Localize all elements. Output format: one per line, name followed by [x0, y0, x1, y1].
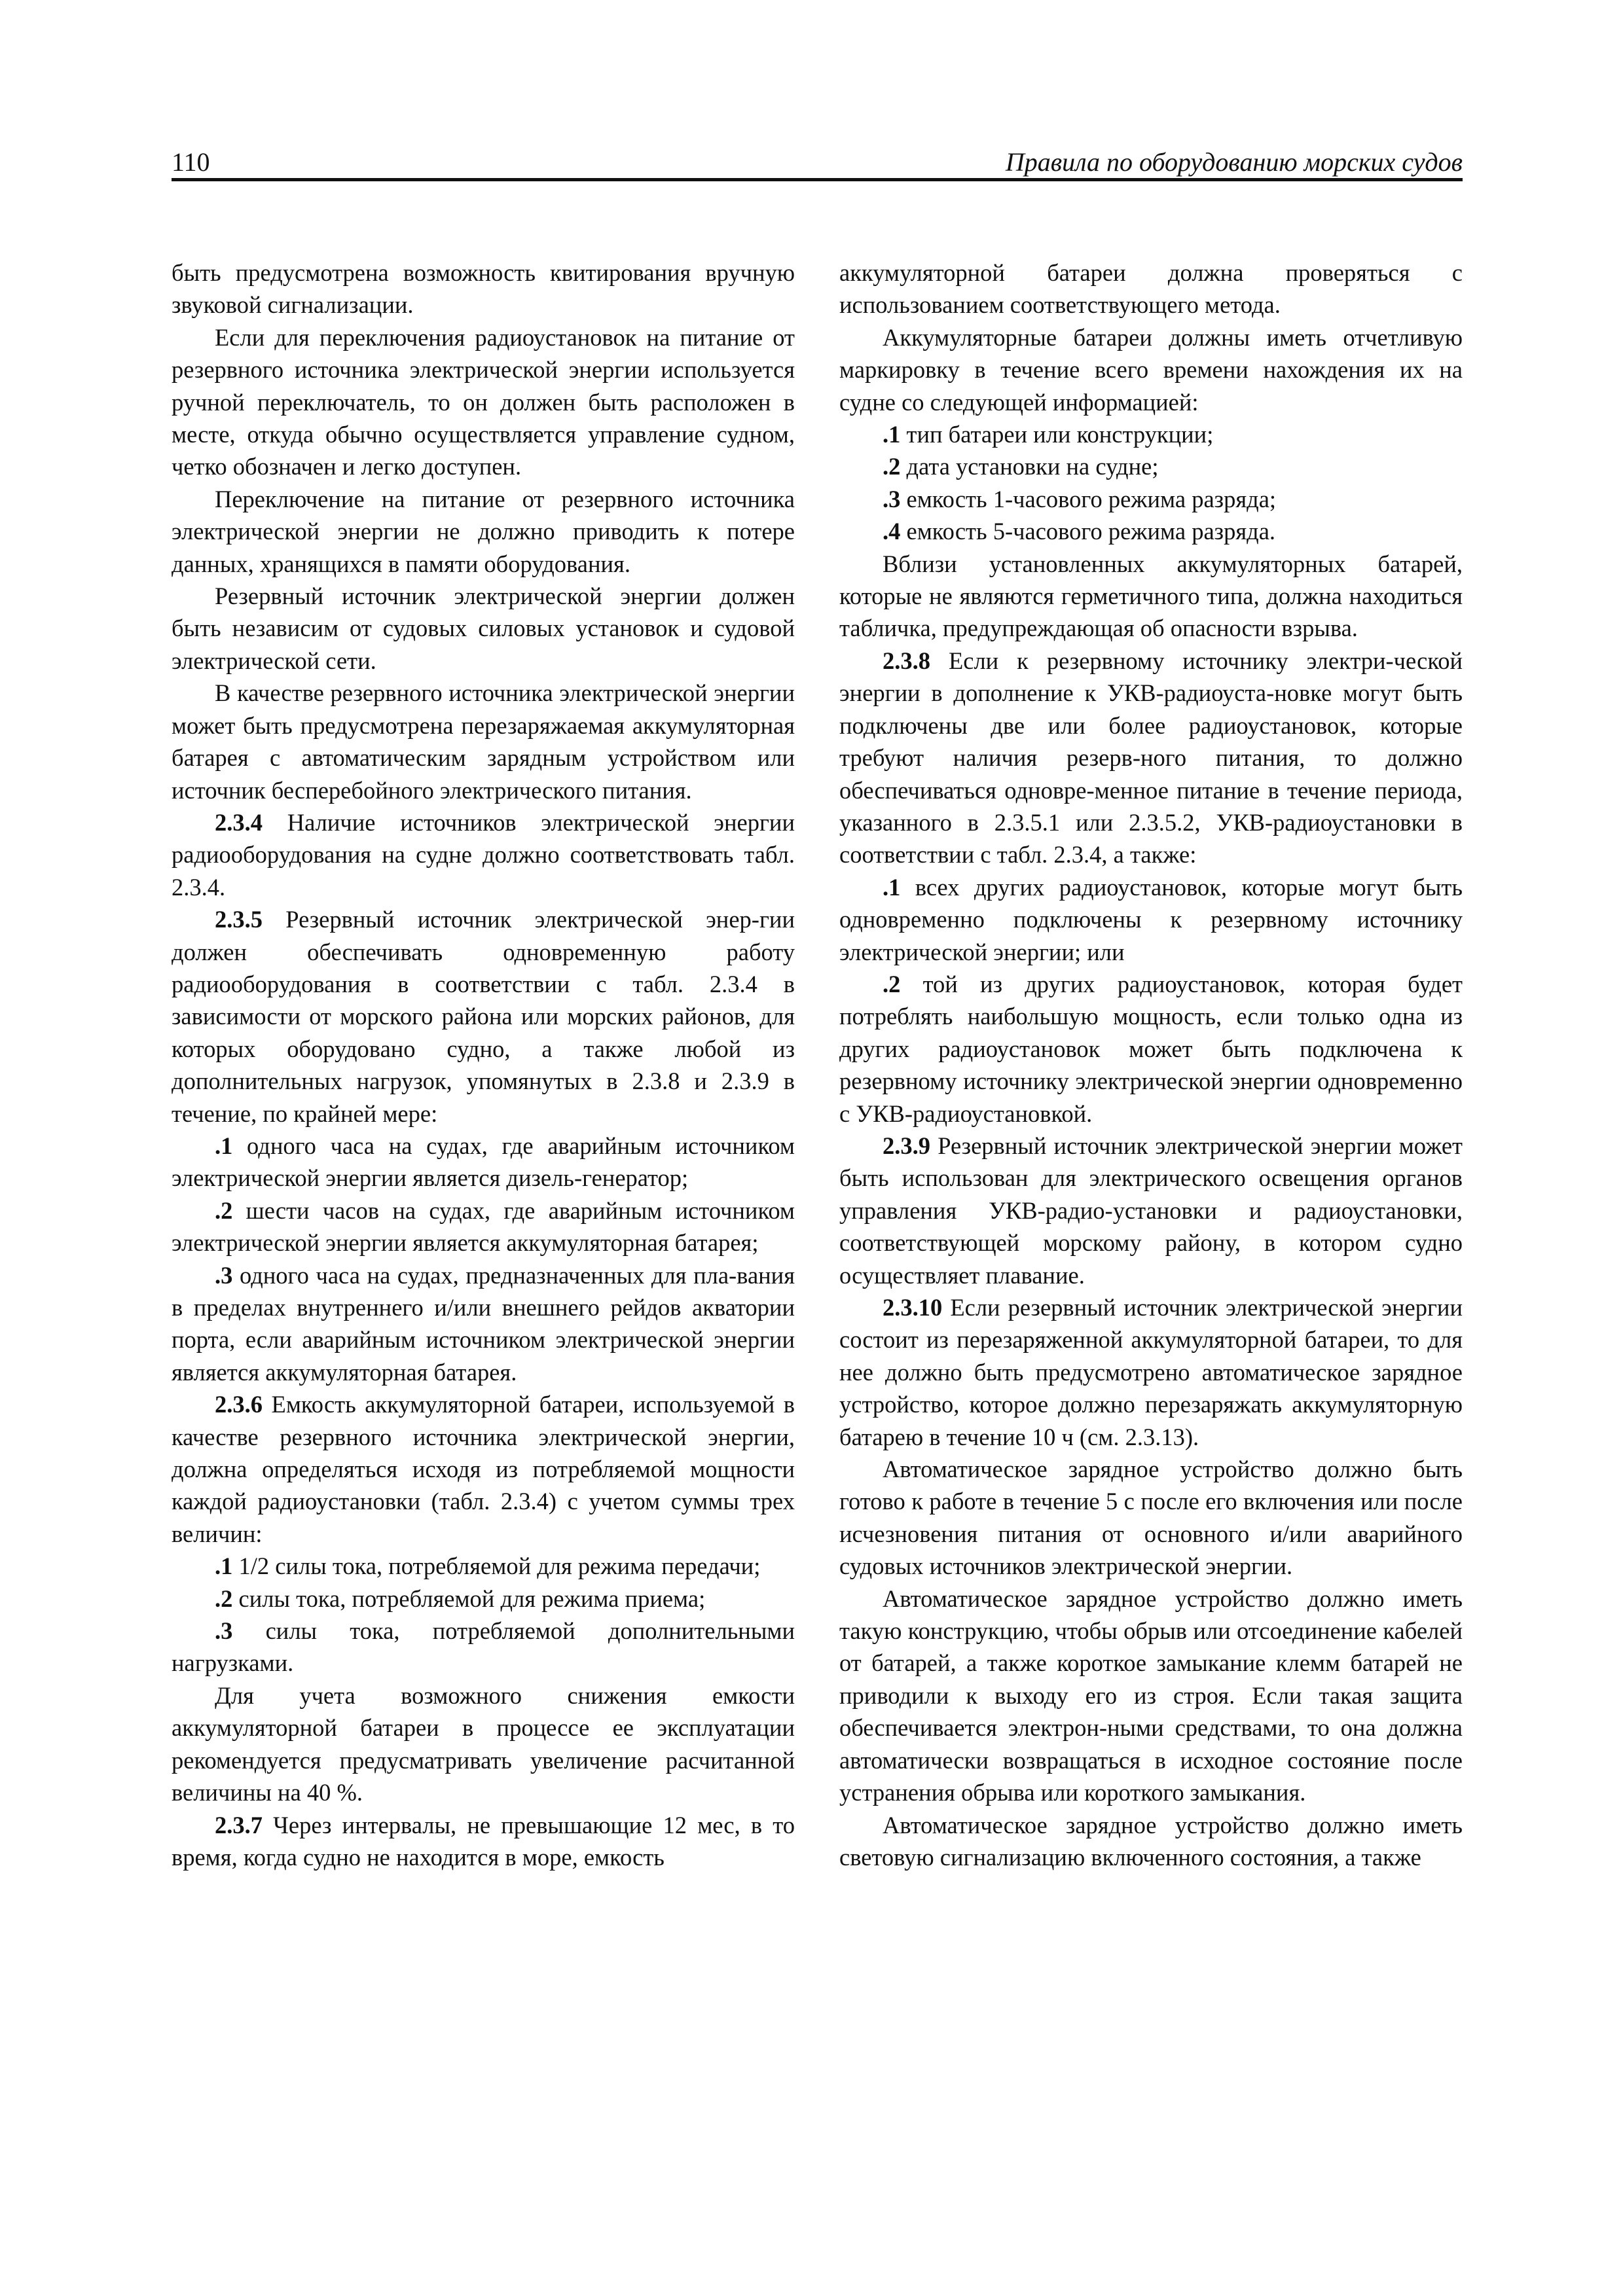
clause-number: .3	[215, 1261, 233, 1289]
paragraph-text: Автоматическое зарядное устройство должно быть готово к работе в течение 5 с после его включения или после исчезновения питания от основного и/или аварийного судовых источников электрической энергии.	[839, 1456, 1463, 1580]
paragraph-text: всех других радиоустановок, которые могут быть одновременно подключены к резервному источнику электрической энергии; или	[839, 873, 1463, 965]
paragraph	[839, 1130, 1463, 1291]
clause-number: .2	[215, 1585, 233, 1612]
page-header	[172, 145, 1463, 179]
paragraph	[172, 1583, 795, 1615]
paragraph	[172, 677, 795, 806]
paragraph	[839, 548, 1463, 645]
clause-number: .2	[215, 1196, 233, 1224]
paragraph	[172, 1259, 795, 1389]
paragraph-text: одного часа на судах, предназначенных для пла-вания в пределах внутреннего и/или внешнего рейдов акватории порта, если аварийным источником электрической энергии является аккумуляторная батарея.	[172, 1261, 795, 1386]
paragraph	[172, 483, 795, 580]
paragraph-text: Автоматическое зарядное устройство должно иметь такую конструкцию, чтобы обрыв или отсоединение кабелей от батарей, а также короткое замыкание клемм батарей не приводили к выходу его из строя. Если такая защита обеспечивается электрон-ными средствами, то она должна автоматически возвращаться в исходное состояние после устранения обрыва или короткого замыкания.	[839, 1585, 1463, 1806]
paragraph-text: тип батареи или конструкции;	[900, 421, 1214, 448]
paragraph-text: Резервный источник электрической энергии должен быть независим от судовых силовых установок и судовой электрической сети.	[172, 583, 795, 674]
paragraph	[839, 871, 1463, 968]
paragraph-text: быть предусмотрена возможность квитирования вручную звуковой сигнализации.	[172, 259, 795, 319]
paragraph-text: Если для переключения радиоустановок на питание от резервного источника электрической энергии используется ручной переключатель, то он должен быть расположен в месте, откуда обычно осуществляется управление судном, четко обозначен и легко доступен.	[172, 323, 795, 480]
running-title: Правила по оборудованию морских судов	[1005, 147, 1463, 177]
paragraph	[172, 806, 795, 903]
paragraph	[839, 968, 1463, 1130]
paragraph	[839, 1453, 1463, 1583]
page-number: 110	[172, 147, 210, 177]
paragraph-text: Для учета возможного снижения емкости аккумуляторной батареи в процессе ее эксплуатации рекомендуется предусматривать увеличение расчитанной величины на 40 %.	[172, 1681, 795, 1806]
right-column	[839, 257, 1463, 1873]
clause-number: .1	[883, 421, 901, 448]
paragraph-text: В качестве резервного источника электрической энергии может быть предусмотрена перезаряжаемая аккумуляторная батарея с автоматическим зарядным устройством или источник бесперебойного электрического питания.	[172, 679, 795, 804]
clause-number: .4	[883, 518, 901, 545]
header-rule	[172, 178, 1463, 181]
paragraph-text: Емкость аккумуляторной батареи, используемой в качестве резервного источника электрической энергии, должна определяться исходя из потребляемой мощности каждой радиоустановки (табл. 2.3.4) с учетом суммы трех величин:	[172, 1391, 795, 1547]
paragraph-text: Вблизи установленных аккумуляторных батарей, которые не являются герметичного типа, должна находиться табличка, предупреждающая об опасности взрыва.	[839, 550, 1463, 642]
left-column	[172, 257, 795, 1873]
paragraph-text: 1/2 силы тока, потребляемой для режима передачи;	[232, 1552, 761, 1580]
paragraph	[172, 1388, 795, 1550]
clause-number: 2.3.9	[883, 1132, 930, 1159]
paragraph-text: Если к резервному источнику электри-ческой энергии в дополнение к УКВ-радиоуста-новке могут быть подключены две или более радиоустановок, которые требуют наличия резерв-ного питания, то должно обеспечиваться одновре-менное питание в течение периода, указанного в 2.3.5.1 или 2.3.5.2, УКВ-радиоустановки в соответствии с табл. 2.3.4, а также:	[839, 647, 1463, 869]
paragraph	[172, 580, 795, 677]
clause-number: .1	[215, 1552, 233, 1580]
paragraph-text: силы тока, потребляемой дополнительными нагрузками.	[172, 1617, 795, 1677]
paragraph	[172, 903, 795, 1130]
clause-number: 2.3.8	[883, 647, 930, 674]
clause-number: 2.3.10	[883, 1294, 943, 1321]
paragraph	[172, 1809, 795, 1874]
paragraph-text: Через интервалы, не превышающие 12 мес, в то время, когда судно не находится в море, емкость	[172, 1811, 795, 1871]
paragraph-text: емкость 5-часового режима разряда.	[900, 518, 1276, 545]
paragraph-text: шести часов на судах, где аварийным источником электрической энергии является аккумуляторная батарея;	[172, 1196, 795, 1257]
paragraph	[839, 321, 1463, 418]
paragraph-text: дата установки на судне;	[900, 453, 1159, 480]
paragraph	[839, 1809, 1463, 1874]
paragraph	[839, 257, 1463, 321]
paragraph-text: Аккумуляторные батареи должны иметь отчетливую маркировку в течение всего времени нахождения их на судне со следующей информацией:	[839, 323, 1463, 416]
clause-number: .3	[883, 485, 901, 512]
paragraph	[839, 418, 1463, 450]
clause-number: .2	[883, 970, 901, 997]
paragraph-text: Резервный источник электрической энергии может быть использован для электрического освещения органов управления УКВ-радио-установки и радиоустановки, соответствующей морскому району, в котором судно осуществляет плавание.	[839, 1132, 1463, 1289]
paragraph-text: емкость 1-часового режима разряда;	[900, 485, 1277, 512]
paragraph	[172, 1679, 795, 1809]
paragraph-text: Переключение на питание от резервного источника электрической энергии не должно приводить к потере данных, хранящихся в памяти оборудования.	[172, 485, 795, 577]
paragraph	[172, 1550, 795, 1582]
paragraph-text: Наличие источников электрической энергии радиооборудования на судне должно соответствовать табл. 2.3.4.	[172, 808, 795, 901]
paragraph	[172, 321, 795, 483]
paragraph	[172, 1194, 795, 1259]
paragraph-text: одного часа на судах, где аварийным источником электрической энергии является дизель-генератор;	[172, 1132, 795, 1192]
paragraph-text: Автоматическое зарядное устройство должно иметь световую сигнализацию включенного состояния, а также	[839, 1811, 1463, 1871]
paragraph	[172, 257, 795, 321]
clause-number: 2.3.5	[215, 906, 263, 933]
clause-number: .2	[883, 453, 901, 480]
paragraph	[839, 1583, 1463, 1809]
clause-number: 2.3.7	[215, 1811, 263, 1839]
clause-number: .1	[215, 1132, 233, 1159]
paragraph	[839, 645, 1463, 871]
paragraph	[839, 450, 1463, 482]
clause-number: 2.3.6	[215, 1391, 263, 1418]
clause-number: .3	[215, 1617, 233, 1645]
clause-number: .1	[883, 873, 901, 901]
paragraph-text: Резервный источник электрической энер-гии должен обеспечивать одновременную работу радиооборудования в соответствии с табл. 2.3.4 в зависимости от морского района или морских районов, для которых оборудовано судно, а также любой из дополнительных нагрузок, упомянутых в 2.3.8 и 2.3.9 в течение, по крайней мере:	[172, 906, 795, 1127]
paragraph-text: той из других радиоустановок, которая будет потреблять наибольшую мощность, если только одна из других радиоустановок может быть подключена к резервному источнику электрической энергии одновременно с УКВ-радиоустановкой.	[839, 970, 1463, 1127]
paragraph	[172, 1615, 795, 1679]
paragraph-text: силы тока, потребляемой для режима приема;	[232, 1585, 706, 1612]
paragraph	[839, 515, 1463, 547]
paragraph-text: Если резервный источник электрической энергии состоит из перезаряженной аккумуляторной батареи, то для нее должно быть предусмотрено автоматическое зарядное устройство, которое должно перезаряжать аккумуляторную батарею в течение 10 ч (см. 2.3.13).	[839, 1294, 1463, 1450]
paragraph	[839, 483, 1463, 515]
clause-number: 2.3.4	[215, 808, 263, 836]
paragraph	[839, 1291, 1463, 1453]
paragraph-text: аккумуляторной батареи должна проверяться с использованием соответствующего метода.	[839, 259, 1463, 319]
paragraph	[172, 1130, 795, 1194]
